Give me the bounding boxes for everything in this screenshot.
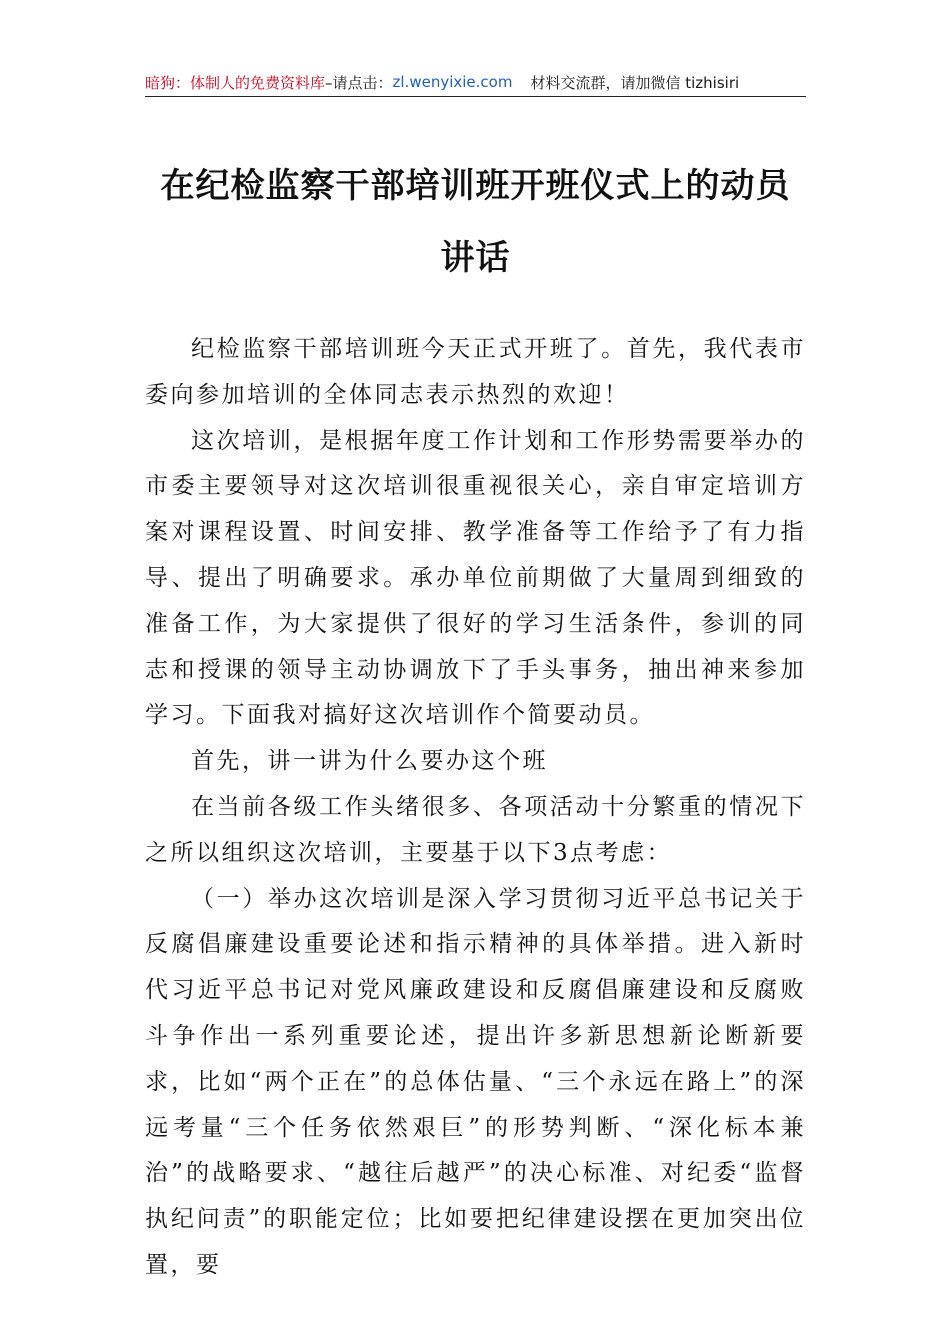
section-heading-why: 首先，讲一讲为什么要办这个班: [191, 748, 548, 775]
paragraph-training-background: 这次培训，是根据年度工作计划和工作形势需要举办的市委主要领导对这次培训很重视很关心，亲自审定培训方案对课程设置、时间安排、教学准备等工作给予了有力指导、提出了明确要求。承办单位前期做了大量周到细致的准备工作，为大家提供了很好的学习生活条件，参训的同志和授课的领导主动协调放下了手头事务，抽出神来参加学习。下面我对搞好这次培训作个简要动员。: [145, 427, 806, 729]
document-title-line-1: 在纪检监察干部培训班开班仪式上的动员: [160, 166, 791, 206]
document-body: [145, 327, 806, 1289]
paragraph-considerations-intro: 在当前各级工作头绪很多、各项活动十分繁重的情况下之所以组织这次培训，主要基于以下3点考虑：: [145, 793, 806, 866]
header-brand: 暗狗：体制人的免费资料库: [145, 73, 326, 92]
header-divider: [145, 96, 806, 97]
page-header: [145, 70, 806, 94]
header-url-link[interactable]: zl.wenyixie.com: [392, 73, 513, 91]
document-title-line-2: 讲话: [440, 238, 511, 278]
paragraph-welcome: 纪检监察干部培训班今天正式开班了。首先，我代表市委向参加培训的全体同志表示热烈的欢迎！: [145, 336, 806, 408]
paragraph-point-one: （一）举办这次培训是深入学习贯彻习近平总书记关于反腐倡廉建设重要论述和指示精神的具体举措。进入新时代习近平总书记对党风廉政建设和反腐倡廉建设和反腐败斗争作出一系列重要论述，提出许多新思想新论断新要求，比如“两个正在”的总体估量、“三个永远在路上”的深远考量“三个任务依然艰巨”的形势判断、“深化标本兼治”的战略要求、“越往后越严”的决心标准、对纪委“监督执纪问责”的职能定位；比如要把纪律建设摆在更加突出位置，要: [145, 885, 806, 1278]
header-click-prefix: –请点击：: [325, 73, 393, 92]
header-wechat-note: 材料交流群，请加微信 tizhisiri: [530, 73, 740, 92]
